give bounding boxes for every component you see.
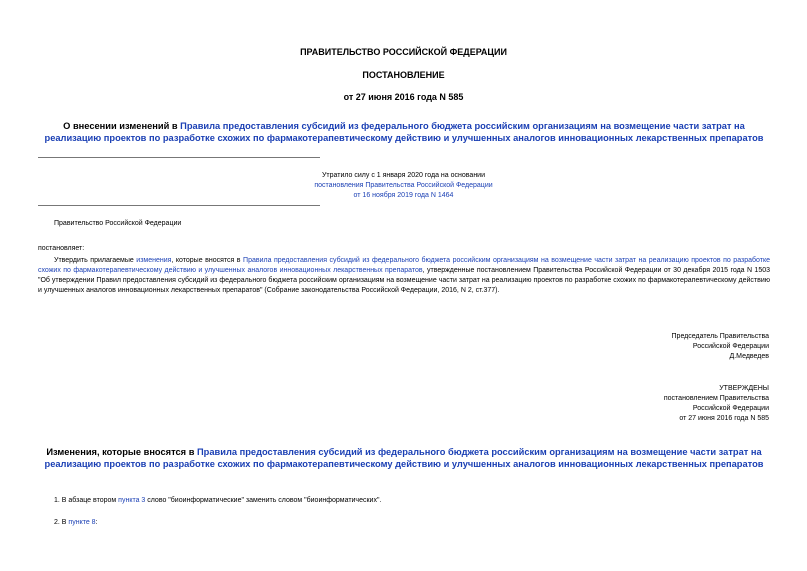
changes-rules-link[interactable]: Правила предоставления субсидий из федерального бюджета российским организациям на возмещение части затрат на реализацию проектов по разработке схожих по фармакотерапевтическому действию и улучшенных аналогов инновационных лекарственных препаратов: [44, 447, 764, 469]
clause-3-link[interactable]: пункта 3: [118, 497, 146, 504]
item-2-text-b: :: [95, 519, 98, 526]
repeal-decree-date-link[interactable]: от 16 ноября 2019 года N 1464: [353, 192, 454, 199]
item-2-text-a: 2. В: [54, 519, 69, 526]
government-line: Правительство Российской Федерации: [54, 220, 182, 227]
approved-line-2: постановлением Правительства: [663, 395, 769, 402]
rules-link[interactable]: Правила предоставления субсидий из федерального бюджета российским организациям на возмещение части затрат на реализацию проектов по разработке схожих по фармакотерапевтическому действию и улучшенных аналогов инновационных лекарственных препаратов: [44, 121, 764, 143]
rules-link-body[interactable]: Правила предоставления субсидий из федерального бюджета российским организациям на возмещение части затрат на реализацию проектов по разработке схожих по фармакотерапевтическому действию и улучшенных аналогов инновационных лекарственных препаратов: [38, 257, 770, 274]
divider-bottom: [38, 205, 320, 206]
item-1-text-b: слово "биоинформатические" заменить словом "биоинформатических".: [145, 497, 382, 504]
approved-line-3: Российской Федерации: [692, 405, 769, 412]
clause-8-link[interactable]: пункте 8: [68, 519, 96, 526]
status-note: [230, 171, 577, 201]
signature-position: Председатель Правительства: [671, 333, 769, 340]
signature-country: Российской Федерации: [692, 343, 769, 350]
signature-block: [672, 332, 769, 362]
paragraph-1: [38, 256, 770, 296]
changes-title-prefix: Изменения, которые вносятся в: [46, 447, 197, 457]
government-name: ПРАВИТЕЛЬСТВО РОССИЙСКОЙ ФЕДЕРАЦИИ: [300, 47, 507, 57]
changes-link[interactable]: изменения: [136, 257, 172, 264]
approved-block: [664, 384, 769, 424]
item-1: [54, 496, 381, 506]
item-2: [54, 518, 98, 528]
signature-name: Д.Медведев: [729, 353, 769, 360]
p1-text-a: Утвердить прилагаемые: [54, 257, 137, 264]
p1-text-c: , утвержденные постановлением Правительства Российской Федерации от 30 декабря 2015 года N 1503 "Об утверждении Правил предоставления субсидий из федерального бюджета российским организациям на возмещение части затрат на реализацию проектов по разработке схожих по фармакотерапевтическому действию и улучшенных аналогов инновационных лекарственных препаратов" (Собрание законодательства Российской Федерации, 2016, N 2, ст.377).: [38, 267, 770, 294]
p1-text-b: , которые вносятся в: [171, 257, 244, 264]
changes-title: [38, 446, 770, 470]
title-prefix: О внесении изменений в: [63, 121, 181, 131]
divider-top: [38, 157, 320, 158]
document-title: [38, 120, 770, 144]
document-date-number: от 27 июня 2016 года N 585: [343, 92, 464, 102]
approved-heading: УТВЕРЖДЕНЫ: [719, 385, 769, 392]
repeal-decree-link[interactable]: постановления Правительства Российской Федерации: [314, 182, 493, 189]
status-line-1: Утратило силу с 1 января 2020 года на основании: [321, 172, 486, 179]
document-type: ПОСТАНОВЛЕНИЕ: [362, 70, 445, 80]
item-1-text-a: 1. В абзаце втором: [54, 497, 119, 504]
approved-line-4: от 27 июня 2016 года N 585: [679, 415, 769, 422]
decrees-word: постановляет:: [38, 245, 85, 252]
